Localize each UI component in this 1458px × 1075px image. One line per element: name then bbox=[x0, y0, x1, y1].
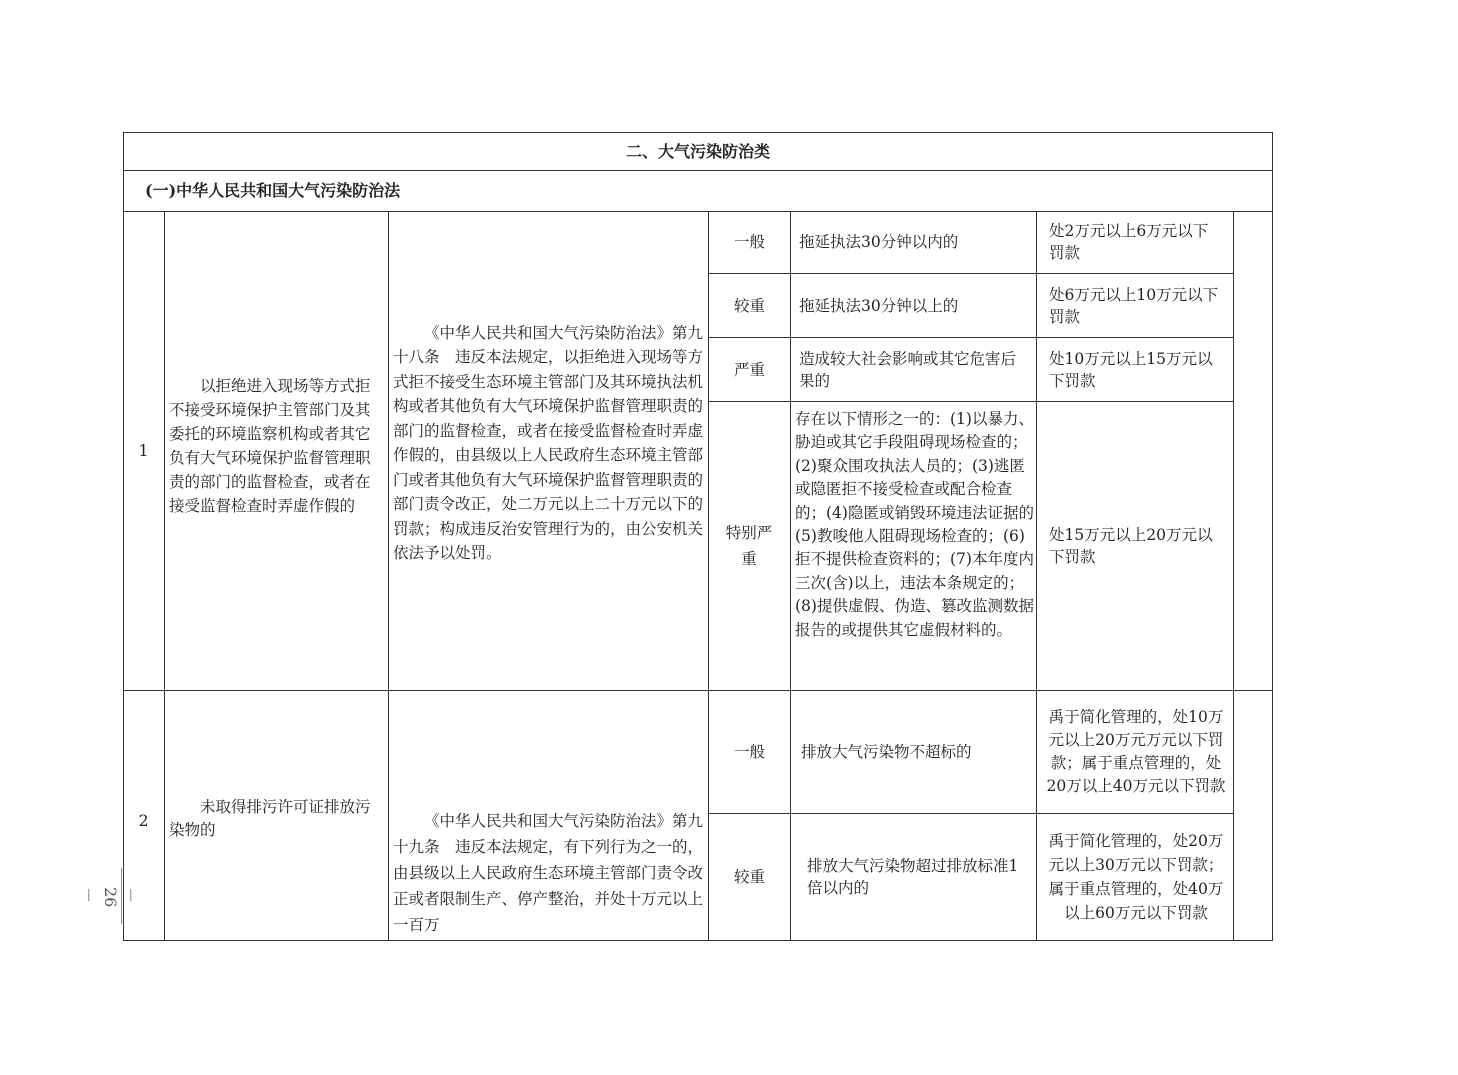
row-1-violation-cell bbox=[169, 211, 385, 691]
row-1-circumstance-2: 拖延执法30分钟以上的 bbox=[799, 296, 959, 315]
subsection-title: (一)中华人民共和国大气污染防治法 bbox=[145, 181, 401, 200]
page-number: － 26－ bbox=[79, 887, 141, 908]
section-title: 二、大气污染防治类 bbox=[625, 141, 770, 161]
row-2-level-1: 一般 bbox=[733, 743, 765, 761]
row-2-legal-basis: 《中华人民共和国大气污染防治法》第九十九条 违反本法规定，有下列行为之一的，由县级以上人民政府生态环境主管部门责令改正或者限制生产、停产整治，并处十万元以上一百万 bbox=[393, 812, 704, 934]
row-2-penalty-1: 禹于简化管理的，处10万元以上20万元万元以下罚款；属于重点管理的，处20万以上40万元以下罚款 bbox=[1046, 708, 1226, 795]
row-1-level-4: 特别严重 bbox=[725, 524, 773, 568]
row-1-penalty-3: 处10万元以上15万元以下罚款 bbox=[1049, 349, 1213, 390]
row-2-circumstance-1: 排放大气污染物不超标的 bbox=[801, 743, 972, 761]
row-2-level-2: 较重 bbox=[733, 868, 765, 886]
row-1-level-3: 严重 bbox=[733, 360, 765, 379]
row-1-level-1: 一般 bbox=[733, 233, 765, 251]
row-1-circumstance-3: 造成较大社会影响或其它危害后果的 bbox=[799, 349, 1017, 390]
row-2-violation-cell bbox=[169, 796, 385, 896]
row-1-violation: 以拒绝进入现场等方式拒不接受环境保护主管部门及其委托的环境监察机构或者其它负有大气环境保护监督管理职责的部门的监督检查，或者在接受监督检查时弄虚作假的 bbox=[169, 377, 371, 515]
row-1-penalty-2: 处6万元以上10万元以下罚款 bbox=[1049, 285, 1219, 326]
row-1-legal-basis: 《中华人民共和国大气污染防治法》第九十八条 违反本法规定，以拒绝进入现场等方式拒不接受生态环境主管部门及其环境执法机构或者其他负有大气环境保护监督管理职责的部门的监督检查，或者在接受监督检查时弄虚作假的，由县级以上人民政府生态环境主管部门或者其他负有大气环境保护监督管理职责的部门责令改正，处二万元以上二十万元以下的罚款；构成违反治安管理行为的，由公安机关依法予以处罚。 bbox=[393, 323, 704, 562]
row-1-penalty-1: 处2万元以上6万元以下罚款 bbox=[1049, 222, 1209, 262]
row-2-basis-cell bbox=[393, 808, 705, 940]
row-2-penalty-2: 禹于简化管理的，处20万元以上30万元以下罚款；属于重点管理的，处40万以上60万元以下罚款 bbox=[1048, 832, 1224, 922]
row-1-circumstance-4: 存在以下情形之一的：(1)以暴力、胁迫或其它手段阻碍现场检查的；(2)聚众围攻执法人员的；(3)逃匿或隐匿拒不接受检查或配合检查的；(4)隐匿或销毁环境违法证据的(5)教唆他人阻碍现场检查的；(6)拒不提供检查资料的；(7)本年度内三次(含)以上，违法本条规定的；(8)提供虚假、伪造、篡改监测数据报告的或提供其它虚假材料的。 bbox=[795, 410, 1034, 639]
row-2-number: 2 bbox=[138, 812, 149, 830]
row-2-circumstance-2: 排放大气污染物超过排放标准1倍以内的 bbox=[807, 857, 1019, 897]
row-1-number: 1 bbox=[138, 442, 149, 460]
row-1-basis-cell bbox=[393, 211, 705, 691]
row-1-penalty-4: 处15万元以上20万元以下罚款 bbox=[1049, 526, 1213, 566]
row-1-level-2: 较重 bbox=[733, 296, 765, 315]
row-2-violation: 未取得排污许可证排放污染物的 bbox=[169, 798, 371, 839]
row-1-circumstance-1: 拖延执法30分钟以内的 bbox=[799, 233, 959, 251]
penalty-table bbox=[123, 132, 1273, 941]
